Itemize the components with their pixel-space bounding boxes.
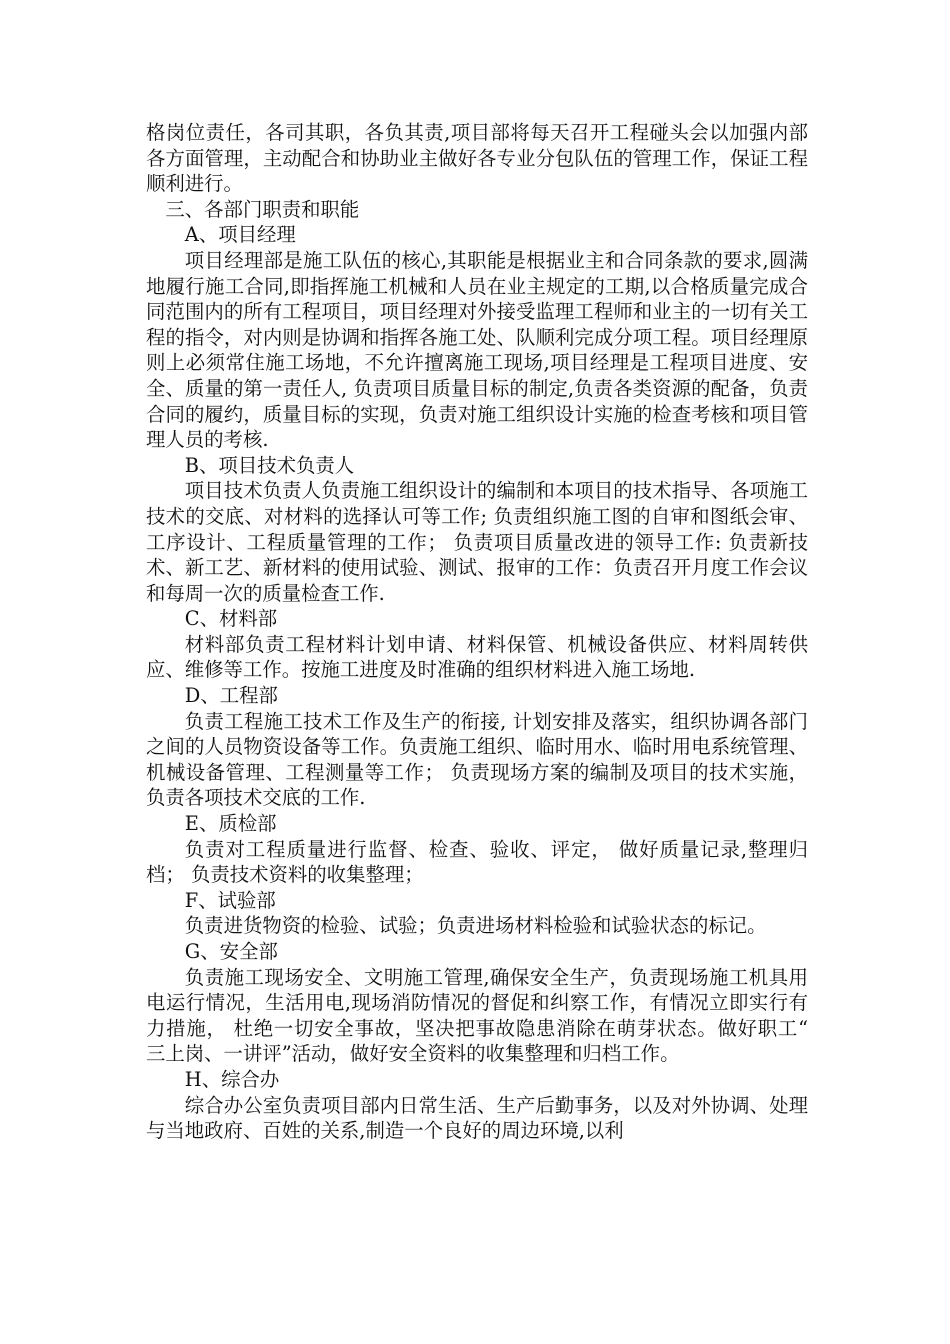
subsection-body-e: 负责对工程质量进行监督、检查、验收、评定， 做好质量记录,整理归档； 负责技术资料的收集整理； — [146, 837, 808, 887]
subsection-body-g: 负责施工现场安全、文明施工管理,确保安全生产，负责现场施工机具用电运行情况，生活用电,现场消防情况的督促和纠察工作，有情况立即实行有力措施， 杜绝一切安全事故，坚决把事故隐患消除在萌芽状态。做好职工“ 三上岗、一讲评”活动，做好安全资料的收集整理和归档工作。 — [146, 965, 808, 1066]
section-heading: 三、各部门职责和职能 — [165, 197, 360, 221]
subsection-title-c: C、材料部 — [184, 607, 278, 631]
subsection-body-b: 项目技术负责人负责施工组织设计的编制和本项目的技术指导、各项施工技术的交底、对材料的选择认可等工作; 负责组织施工图的自审和图纸会审、工序设计、工程质量管理的工作； 负责项目质量改进的领导工作: 负责新技术、新工艺、新材料的使用试验、测试、报审的工作：负责召开月度工作会议和每周一次的质量检查工作. — [146, 479, 808, 605]
subsection-body-h: 综合办公室负责项目部内日常生活、生产后勤事务，以及对外协调、处理与当地政府、百姓的关系,制造一个良好的周边环境,以利 — [146, 1093, 808, 1143]
subsection-title-d: D、工程部 — [184, 684, 278, 708]
subsection-title-b: B、项目技术负责人 — [184, 453, 355, 477]
intro-paragraph: 格岗位责任，各司其职，各负其责,项目部将每天召开工程碰头会以加强内部各方面管理，主动配合和协助业主做好各专业分包队伍的管理工作，保证工程顺利进行。 — [146, 121, 808, 196]
subsection-title-e: E、质检部 — [184, 812, 277, 836]
subsection-body-d: 负责工程施工技术工作及生产的衔接, 计划安排及落实，组织协调各部门之间的人员物资设备等工作。负责施工组织、临时用水、临时用电系统管理、机械设备管理、工程测量等工作； 负责现场方案的编制及项目的技术实施，负责各项技术交底的工作. — [146, 709, 808, 810]
subsection-title-h: H、综合办 — [184, 1067, 280, 1091]
subsection-title-g: G、安全部 — [184, 940, 278, 963]
subsection-body-a: 项目经理部是施工队伍的核心,其职能是根据业主和合同条款的要求,圆满地履行施工合同,即指挥施工机械和人员在业主规定的工期,以合格质量完成合同范围内的所有工程项目，项目经理对外接受监理工程师和业主的一切有关工程的指令，对内则是协调和指挥各施工处、队顺利完成分项工程。项目经理原则上必须常住施工场地，不允许擅离施工现场,项目经理是工程项目进度、安全、质量的第一责任人, 负责项目质量目标的制定,负责各类资源的配备，负责合同的履约，质量目标的实现，负责对施工组织设计实施的检查考核和项目管理人员的考核. — [146, 248, 808, 452]
subsection-body-c: 材料部负责工程材料计划申请、材料保管、机械设备供应、材料周转供应、维修等工作。按施工进度及时准确的组织材料进入施工场地. — [146, 632, 808, 682]
subsection-title-f: F、试验部 — [184, 888, 276, 912]
subsection-body-f: 负责进货物资的检验、试验；负责进场材料检验和试验状态的标记。 — [184, 914, 767, 938]
subsection-title-a: A、项目经理 — [184, 223, 296, 247]
document-page — [146, 120, 808, 1144]
